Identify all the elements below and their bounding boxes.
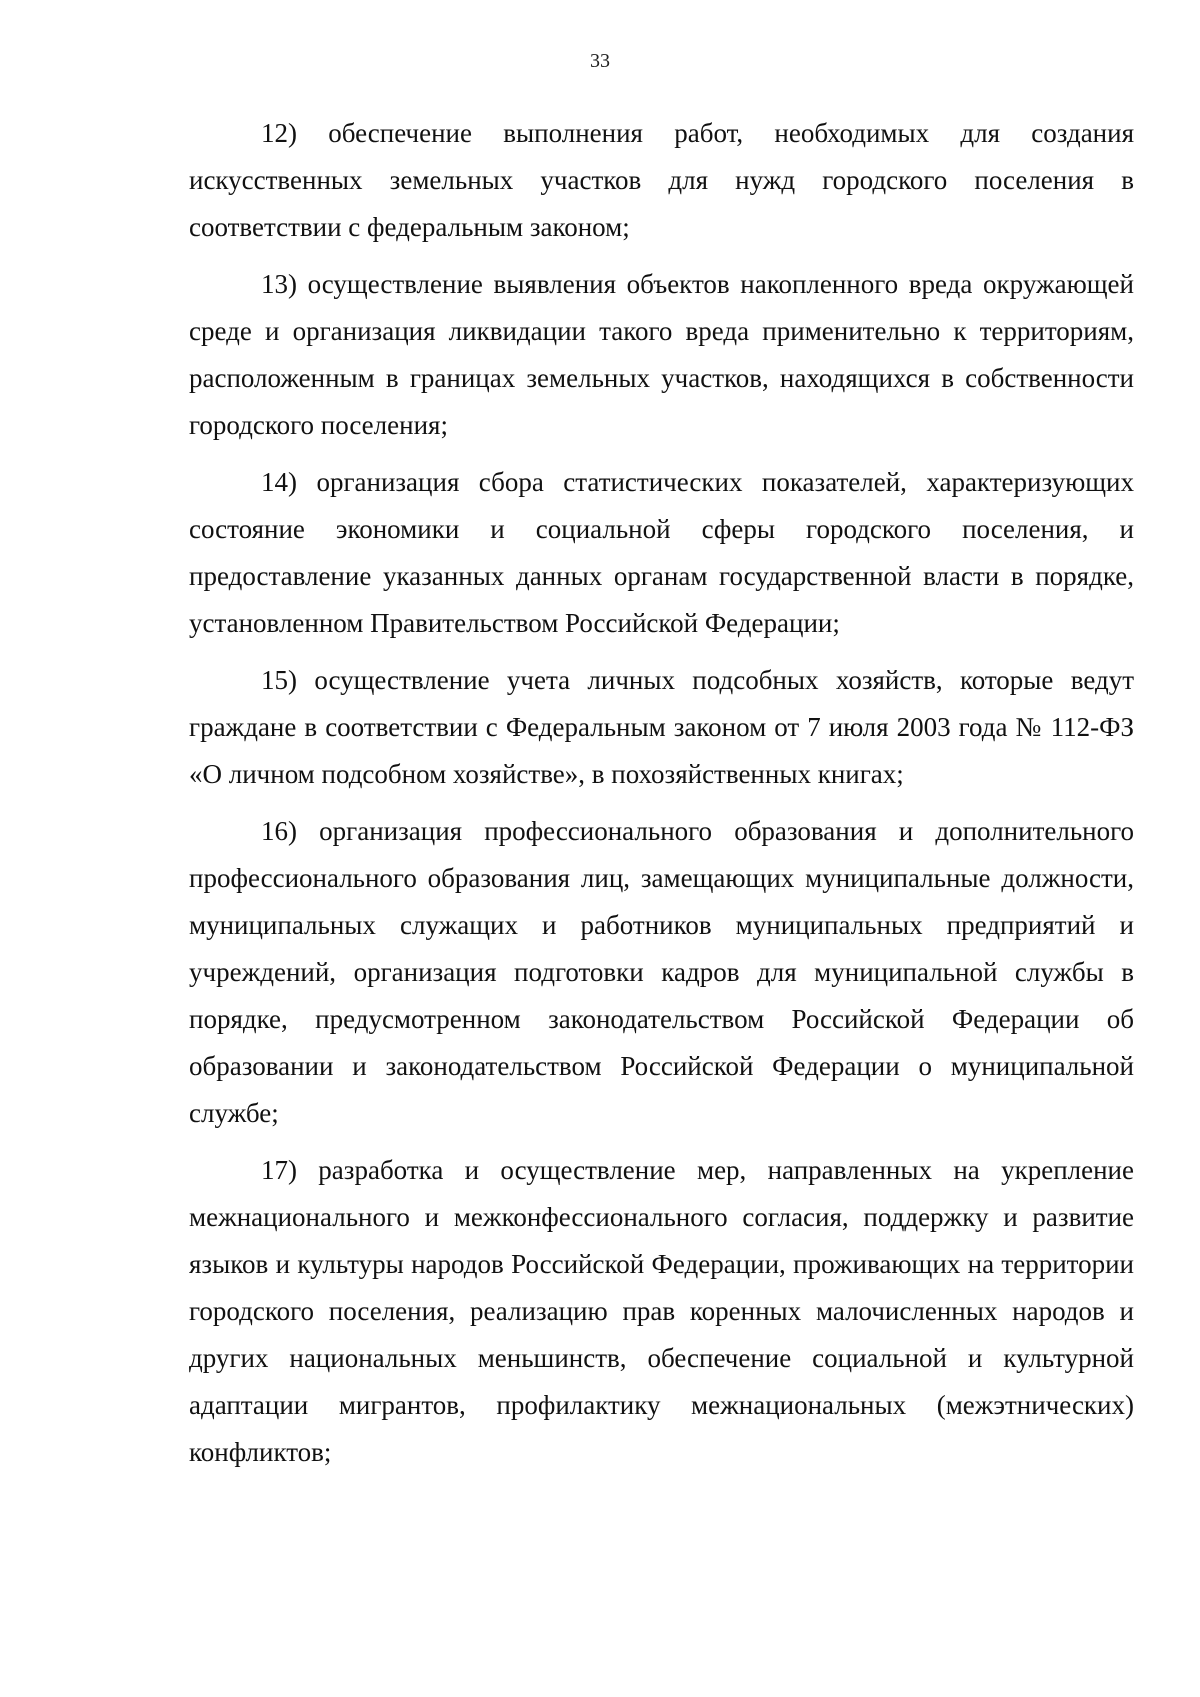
paragraph-item-17: 17) разработка и осуществление мер, направленных на укрепление межнационального и межконфессионального согласия, поддержку и развитие языков и культуры народов Российской Федерации, проживающих на территории городского поселения, реализацию прав коренных малочисленных народов и других национальных меньшинств, обеспечение социальной и культурной адаптации мигрантов, профилактику межнациональных (межэтнических) конфликтов; <box>189 1155 1134 1467</box>
paragraph-item-12: 12) обеспечение выполнения работ, необходимых для создания искусственных земельных участков для нужд городского поселения в соответствии с федеральным законом; <box>189 118 1134 242</box>
document-body <box>189 110 1134 1486</box>
paragraph-item-13: 13) осуществление выявления объектов накопленного вреда окружающей среде и организация ликвидации такого вреда применительно к территориям, расположенным в границах земельных участков, находящихся в собственности городского поселения; <box>189 269 1134 440</box>
paragraph-item-15: 15) осуществление учета личных подсобных хозяйств, которые ведут граждане в соответствии с Федеральным законом от 7 июля 2003 года № 112-ФЗ «О личном подсобном хозяйстве», в похозяйственных книгах; <box>189 665 1134 789</box>
paragraph-item-14: 14) организация сбора статистических показателей, характеризующих состояние экономики и социальной сферы городского поселения, и предоставление указанных данных органам государственной власти в порядке, установленном Правительством Российской Федерации; <box>189 467 1134 638</box>
page-number: 33 <box>590 50 610 72</box>
paragraph-item-16: 16) организация профессионального образования и дополнительного профессионального образования лиц, замещающих муниципальные должности, муниципальных служащих и работников муниципальных предприятий и учреждений, организация подготовки кадров для муниципальной службы в порядке, предусмотренном законодательством Российской Федерации об образовании и законодательством Российской Федерации о муниципальной службе; <box>189 816 1134 1128</box>
